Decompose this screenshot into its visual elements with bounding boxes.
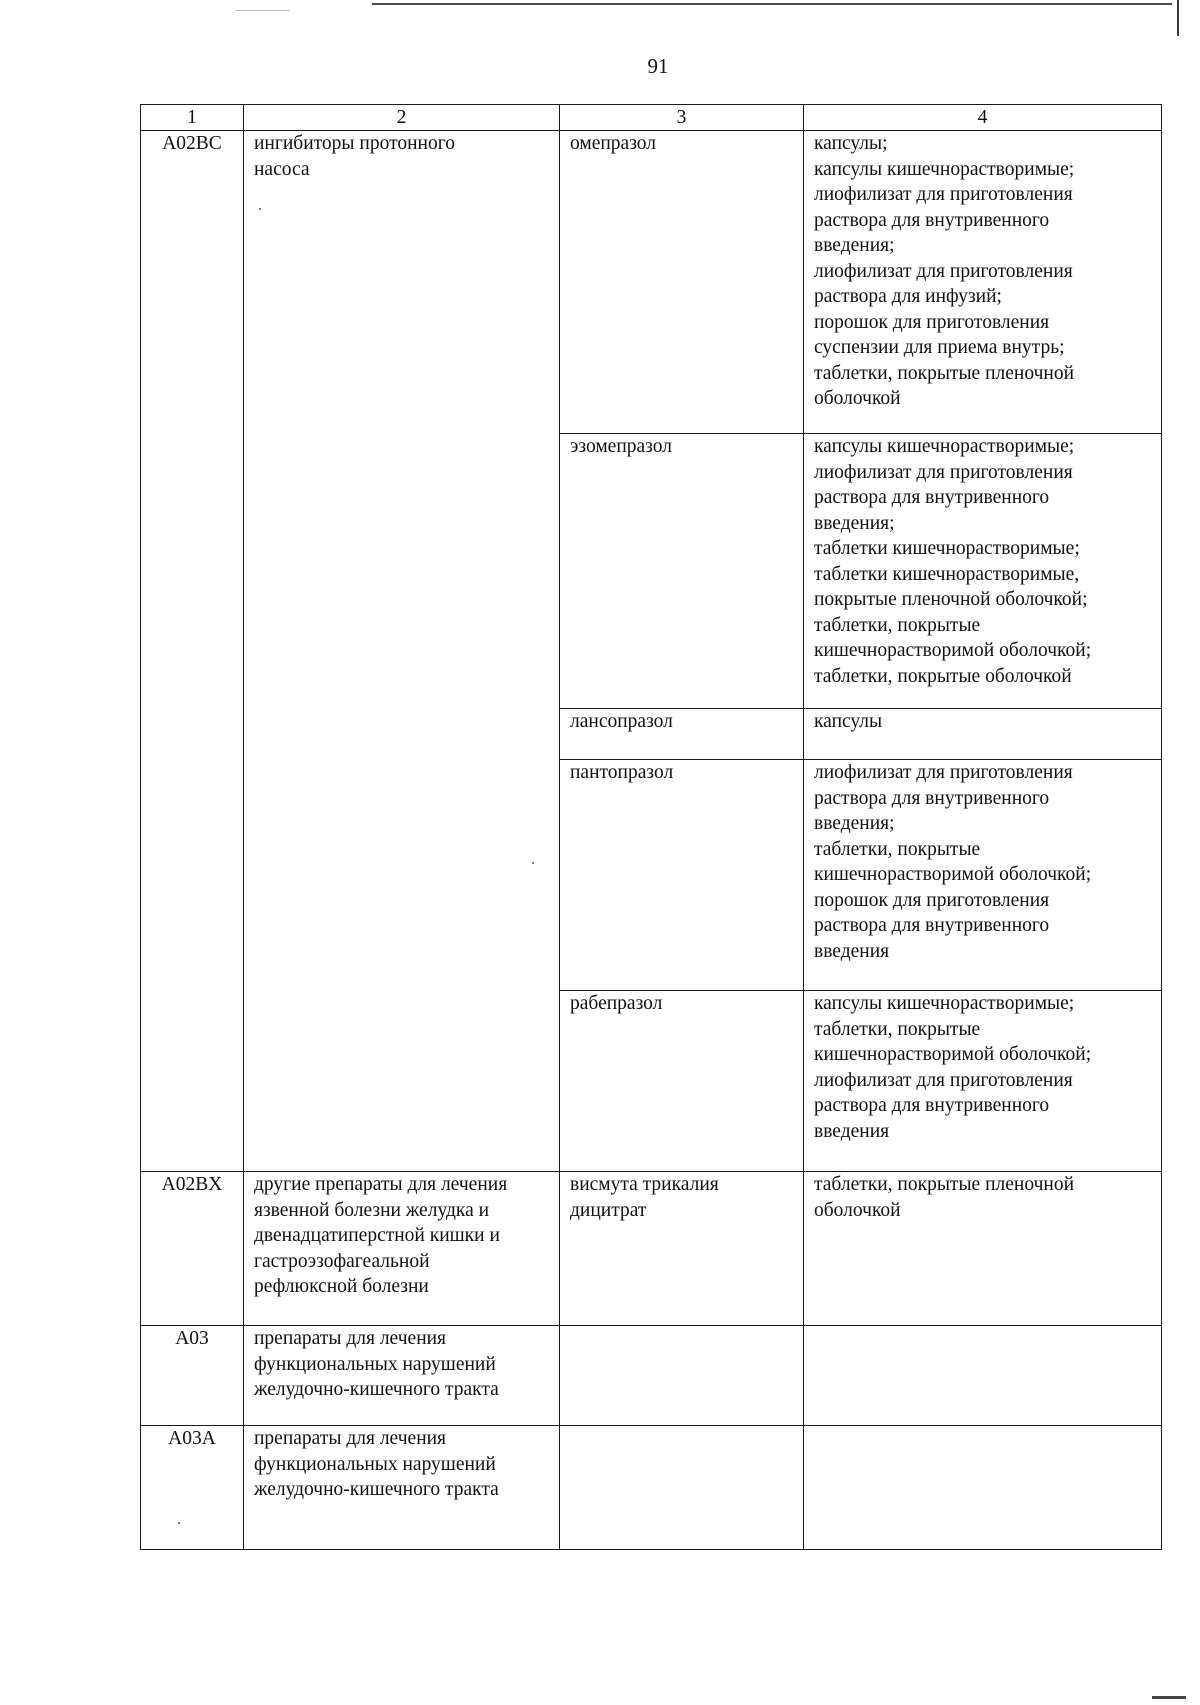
dosage-forms: капсулы [804,709,1162,760]
scan-rule-side [1177,0,1179,36]
header-col-3: 3 [560,105,804,131]
header-col-4: 4 [804,105,1162,131]
scan-rule-top [372,3,1172,5]
table-row [141,1172,1162,1326]
drug-name: эзомепразол [560,434,804,709]
dosage-forms: капсулы; капсулы кишечнорастворимые; лиофилизат для приготовления раствора для внутривенного введения; лиофилизат для приготовления раствора для инфузий; порошок для приготовления суспензии для приема внутрь; таблетки, покрытые пленочной оболочкой [804,131,1162,434]
atc-code: A03A [141,1426,244,1550]
dosage-forms [804,1426,1162,1550]
header-col-1: 1 [141,105,244,131]
atc-group-name: ингибиторы протонного насоса [244,131,560,1172]
scan-rule-left [236,10,290,11]
atc-group-name: препараты для лечения функциональных нарушений желудочно-кишечного тракта [244,1426,560,1550]
dosage-forms [804,1326,1162,1426]
atc-code: A02BC [141,131,244,1172]
page-number: 91 [647,54,669,78]
atc-code: A02BX [141,1172,244,1326]
dosage-forms: капсулы кишечнорастворимые; лиофилизат для приготовления раствора для внутривенного введения; таблетки кишечнорастворимые; таблетки кишечнорастворимые, покрытые пленочной оболочкой; таблетки, покрытые кишечнорастворимой оболочкой; таблетки, покрытые оболочкой [804,434,1162,709]
table-header-row [141,105,1162,131]
drug-name: рабепразол [560,991,804,1172]
dosage-forms: капсулы кишечнорастворимые; таблетки, покрытые кишечнорастворимой оболочкой; лиофилизат для приготовления раствора для внутривенного введения [804,991,1162,1172]
table-row [141,1326,1162,1426]
drug-name: омепразол [560,131,804,434]
table-row [141,1426,1162,1550]
atc-code: A03 [141,1326,244,1426]
dosage-forms: таблетки, покрытые пленочной оболочкой [804,1172,1162,1326]
atc-group-name: препараты для лечения функциональных нарушений желудочно-кишечного тракта [244,1326,560,1426]
header-col-2: 2 [244,105,560,131]
dosage-forms: лиофилизат для приготовления раствора для внутривенного введения; таблетки, покрытые кишечнорастворимой оболочкой; порошок для приготовления раствора для внутривенного введения [804,760,1162,991]
medication-table [140,104,1162,1550]
scan-mark-bottom [1152,1696,1186,1699]
drug-name: пантопразол [560,760,804,991]
table-row [141,131,1162,434]
drug-name [560,1426,804,1550]
drug-name: лансопразол [560,709,804,760]
drug-name: висмута трикалия дицитрат [560,1172,804,1326]
drug-name [560,1326,804,1426]
scan-speck [178,1522,180,1524]
scan-speck [259,208,261,210]
atc-group-name: другие препараты для лечения язвенной болезни желудка и двенадцатиперстной кишки и гастроэзофагеальной рефлюксной болезни [244,1172,560,1326]
scan-speck [532,862,534,864]
